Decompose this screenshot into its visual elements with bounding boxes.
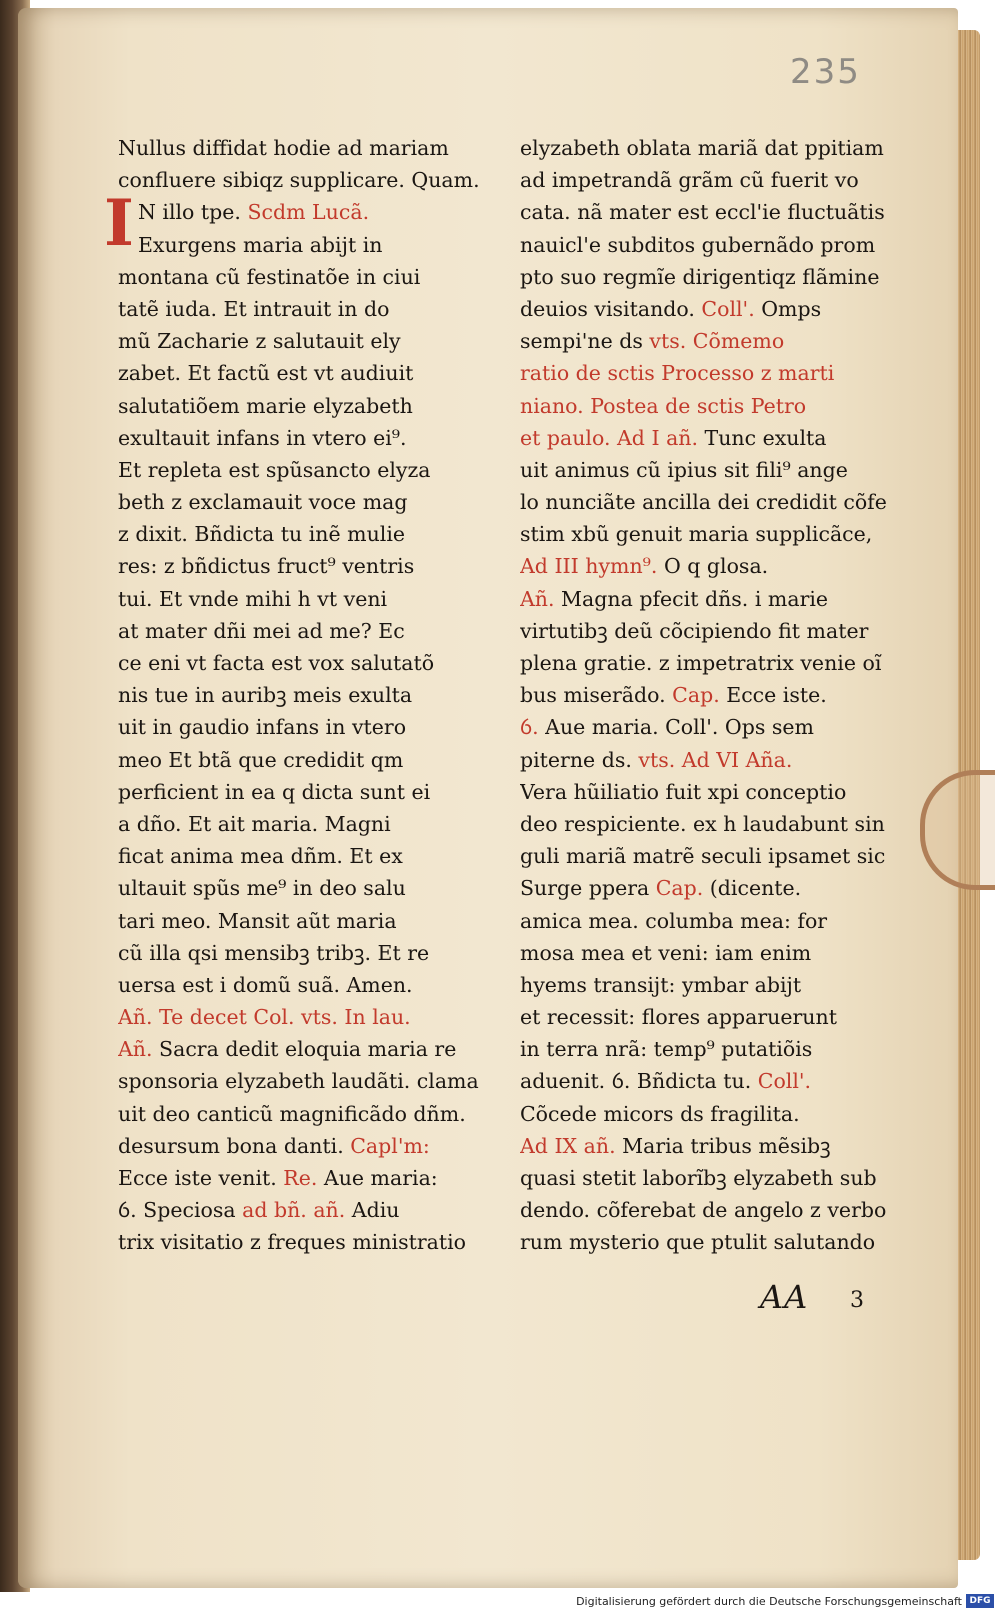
text-line: tui. Et vnde mihi h vt veni <box>118 586 388 611</box>
text-line: tari meo. Mansit aũt maria <box>118 908 397 933</box>
text-line: meo Et btã que credidit qm <box>118 747 404 772</box>
text-line: Exurgens maria abijt in <box>137 232 383 257</box>
text-line: montana cũ festinatõe in ciui <box>118 264 421 289</box>
text-line: uit in gaudio infans in vtero <box>118 715 407 740</box>
text-line: Et repleta est spũsancto elyza <box>118 457 431 482</box>
rubric-text: ỽ. <box>520 715 539 740</box>
text-line: nis tue in auribꝫ meis exulta <box>118 683 413 708</box>
rubric-text: Coll'. <box>757 1069 812 1094</box>
text-line: ficat anima mea dñm. Et ex <box>118 844 403 869</box>
footer-credit: Digitalisierung gefördert durch die Deutsche Forschungsgemeinschaft <box>576 1595 962 1608</box>
text-line: dendo. cõferebat de angelo z verbo <box>520 1198 887 1223</box>
text-line: elyzabeth oblata mariã dat ppitiam <box>520 136 884 160</box>
rubric-text: Scdm Lucã. <box>247 200 370 225</box>
sheet-number: 3 <box>850 1288 864 1313</box>
text-line: I N illo tpe. Scdm Lucã. <box>104 186 370 262</box>
text-line: ce eni vt facta est vox salutatõ <box>118 651 435 675</box>
text-line: niano. Postea de sctis Petro <box>520 393 807 418</box>
text-line: et paulo. Ad I añ. Tunc exulta <box>520 425 827 450</box>
rubric-text: Coll'. <box>701 296 755 321</box>
text-line: uit animus cũ ipius sit fili⁹ ange <box>520 457 848 482</box>
text-line: Ad III hymn⁹. O q glosa. <box>520 554 769 579</box>
rubric-text: ad bñ. añ. <box>242 1198 346 1223</box>
text-line: perficient in ea q dicta sunt ei <box>118 779 431 804</box>
rubric-text: Añ. <box>520 586 555 611</box>
text-line: confluere sibiqz supplicare. Quam. <box>118 168 480 193</box>
text-line: bus miserãdo. Cap. Ecce iste. <box>520 683 827 708</box>
rubric-text: vts. Cõmemo <box>649 329 785 354</box>
text-line: cata. nã mater est eccl'ie fluctuãtis <box>520 200 885 225</box>
text-line: z dixit. Bñdicta tu inẽ mulie <box>118 522 406 547</box>
text-line: Ecce iste venit. Re. Aue maria: <box>118 1166 438 1190</box>
decorated-initial: I <box>104 186 134 262</box>
text-line: zabet. Et factũ est vt audiuit <box>118 361 414 386</box>
text-line: Surge ppera Cap. (dicente. <box>520 876 802 901</box>
text-line: mũ Zacharie z salutauit ely <box>118 329 401 354</box>
text-line: Ad IX añ. Maria tribus mẽsibꝫ <box>520 1133 831 1158</box>
rubric-text: Cap. <box>672 683 720 708</box>
text-line: et recessit: flores apparuerunt <box>520 1005 837 1030</box>
text-line: deuios visitando. Coll'. Omps <box>520 296 822 321</box>
text-line: ỽ. Speciosa ad bñ. añ. Adiu <box>118 1198 400 1223</box>
rubric-text: Capl'm: <box>350 1133 430 1158</box>
text-line: exultauit infans in vtero ei⁹. <box>118 425 407 450</box>
text-line: in terra nrã: temp⁹ putatiõis <box>520 1037 813 1062</box>
text-line: at mater dñi mei ad me? Ec <box>118 618 405 643</box>
rubric-text: et paulo. Ad I añ. <box>520 425 699 450</box>
text-line: deo respiciente. ex h laudabunt sin <box>520 811 885 836</box>
text-line: Nullus diffidat hodie ad mariam <box>118 136 449 160</box>
text-line: Añ. Magna pfecit dñs. i marie <box>520 586 829 611</box>
text-line: a dño. Et ait maria. Magni <box>118 811 391 836</box>
text-line: guli mariã matrẽ seculi ipsamet sic <box>520 844 886 869</box>
text-line: desursum bona danti. Capl'm: <box>118 1133 430 1158</box>
rubric-text: Re. <box>283 1166 318 1190</box>
text-line: rum mysterio que ptulit salutando <box>520 1230 876 1255</box>
left-text-column <box>104 132 494 1259</box>
rubric-text: vts. Ad VI Aña. <box>638 747 793 772</box>
text-line: sponsoria elyzabeth laudãti. clama <box>118 1069 479 1094</box>
text-line: aduenit. ỽ. Bñdicta tu. Coll'. <box>520 1069 812 1094</box>
text-line: Vera hũiliatio fuit xpi conceptio <box>520 779 847 804</box>
text-line: ỽ. Aue maria. Coll'. Ops sem <box>520 715 814 740</box>
rubric-text: Añ. <box>118 1037 153 1062</box>
text-line: quasi stetit laborĩbꝫ elyzabeth sub <box>520 1166 877 1190</box>
text-line: hyems transijt: ymbar abijt <box>520 972 802 997</box>
dfg-logo-icon: DFG <box>966 1594 994 1608</box>
rubric-text: Ad III hymn⁹. <box>520 554 658 579</box>
folio-number: 235 <box>790 52 861 92</box>
text-line: lo nunciãte ancilla dei credidit cõfe <box>520 490 887 515</box>
text-line: nauicl'e subditos gubernãdo prom <box>520 232 876 257</box>
text-line: ratio de sctis Processo z marti <box>520 361 835 386</box>
text-line: piterne ds. vts. Ad VI Aña. <box>520 747 793 772</box>
text-line: Añ. Te decet Col. vts. In lau. <box>118 1005 411 1030</box>
text-line: sempi'ne ds vts. Cõmemo <box>520 329 785 354</box>
text-line: beth z exclamauit voce mag <box>118 490 408 515</box>
text-line: salutatiõem marie elyzabeth <box>118 393 413 418</box>
text-line: ad impetrandã grãm cũ fuerit vo <box>520 168 859 193</box>
digitization-footer <box>0 1592 1000 1613</box>
right-text-column <box>520 132 900 1259</box>
text-line: pto suo regmĩe dirigentiqz flãmine <box>520 264 880 289</box>
text-line: Cõcede micors ds fragilita. <box>520 1101 800 1126</box>
text-line: cũ illa qsi mensibꝫ tribꝫ. Et re <box>118 940 430 965</box>
signature-mark: AA <box>760 1278 809 1316</box>
text-line: tatẽ iuda. Et intrauit in do <box>118 296 390 321</box>
text-line: uit deo canticũ magnificãdo dñm. <box>118 1101 466 1126</box>
text-line: Añ. Sacra dedit eloquia maria re <box>118 1037 457 1062</box>
rubric-text: Cap. <box>655 876 704 901</box>
text-line: trix visitatio z freques ministratio <box>118 1230 466 1255</box>
text-line: res: z bñdictus fruct⁹ ventris <box>118 554 415 579</box>
text-line: mosa mea et veni: iam enim <box>520 940 812 965</box>
text-line: uersa est i domũ suã. Amen. <box>118 972 413 997</box>
text-line: ultauit spũs me⁹ in deo salu <box>118 876 406 901</box>
text-line: amica mea. columba mea: for <box>520 908 828 933</box>
rubric-text: Ad IX añ. <box>520 1133 616 1158</box>
text-line: stim xbũ genuit maria supplicãce, <box>520 522 873 547</box>
text-line: virtutibꝫ deũ cõcipiendo fit mater <box>520 618 869 643</box>
text-line: plena gratie. z impetratrix venie oĩ <box>520 651 882 675</box>
